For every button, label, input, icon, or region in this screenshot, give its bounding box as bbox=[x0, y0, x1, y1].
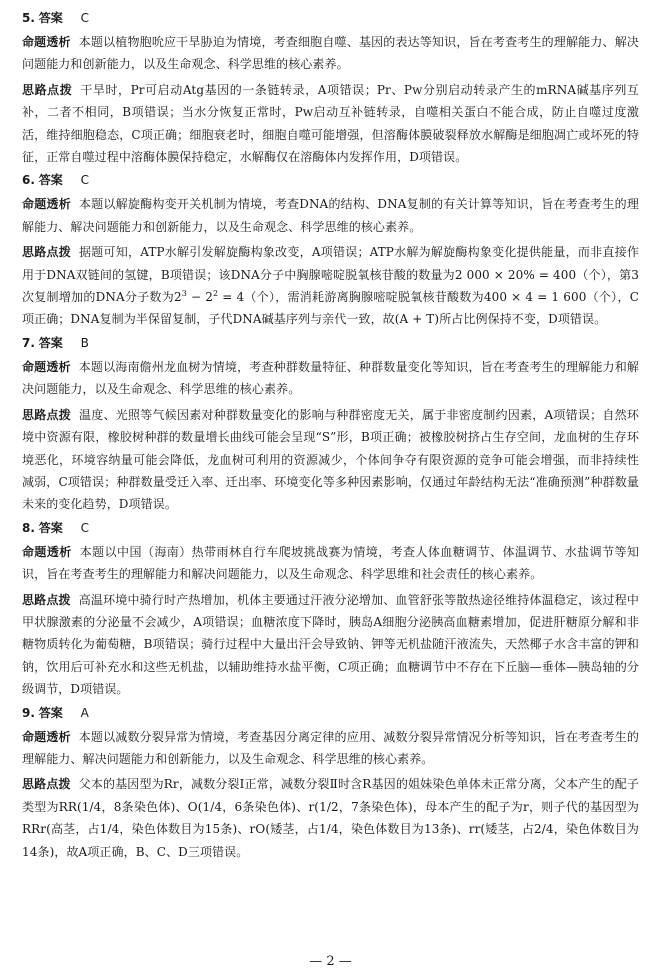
hint-text-part-c: = 4（个），需消耗游离胸腺嘧啶脱氧核苷酸数为400 × 4 = 1 600（个），C项正确；DNA复制为半保留复制，子代DNA碱基序列与亲代一致，故(A + T)所占比例保持不变，D项错误。 bbox=[22, 290, 639, 327]
question-7 bbox=[22, 333, 639, 516]
hint-text: 父本的基因型为Rr，减数分裂Ⅰ正常，减数分裂Ⅱ时含R基因的姐妹染色单体未正常分离，父本产生的配子类型为RR(1/4，8条染色体)、O(1/4，6条染色体)、r(1/2，7条染色体)，母本产生的配子为r，则子代的基因型为RRr(高茎，占1/4，染色体数目为15条)、rO(矮茎，占1/4，染色体数目为13条)、rr(矮茎，占2/4，染色体数目为14条)，故A项正确，B、C、D三项错误。 bbox=[22, 777, 639, 859]
answer-line bbox=[22, 703, 639, 723]
hint-label: 思路点拨 bbox=[22, 592, 71, 607]
answer-label: 答案 bbox=[38, 335, 63, 350]
intro-text: 本题以减数分裂异常为情境，考查基因分离定律的应用、减数分裂异常情况分析等知识，旨在考查考生的理解能力、解决问题能力和创新能力，以及生命观念、科学思维的核心素养。 bbox=[22, 729, 639, 766]
answer-line bbox=[22, 8, 639, 28]
hint-text: 高温环境中骑行时产热增加，机体主要通过汗液分泌增加、血管舒张等散热途径维持体温稳定，该过程中甲状腺激素的分泌量不会减少，A项错误；血糖浓度下降时，胰岛A细胞分泌胰高血糖素增加，促进肝糖原分解和非糖物质转化为葡萄糖，B项错误；骑行过程中大量出汗会导致钠、钾等无机盐随汗液流失，天然椰子水含丰富的钾和钠，饮用后可补充水和这些无机盐，以辅助维持水盐平衡，C项正确；血糖调节中不存在下丘脑—垂体—胰岛轴的分级调节，D项错误。 bbox=[22, 592, 639, 697]
answer-label: 答案 bbox=[38, 705, 63, 720]
question-5 bbox=[22, 8, 639, 168]
intro-text: 本题以中国（海南）热带雨林自行车爬坡挑战赛为情境，考查人体血糖调节、体温调节、水盐调节等知识，旨在考查考生的理解能力和解决问题能力，以及生命观念、科学思维和社会责任的核心素养。 bbox=[22, 544, 639, 582]
answer-value: C bbox=[80, 173, 89, 188]
intro-label: 命题透析 bbox=[22, 35, 71, 49]
intro-label: 命题透析 bbox=[22, 544, 72, 559]
question-number: 8. bbox=[22, 520, 35, 535]
question-number: 5. bbox=[22, 11, 35, 25]
answer-value: C bbox=[80, 520, 89, 535]
hint-text-part-a: 据题可知，ATP水解引发解旋酶构象改变，A项错误；ATP水解为解旋酶构象变化提供能量，而非直接作用于DNA双链间的氢键，B项错误；该DNA分子中胸腺嘧啶脱氧核苷酸的数量为2 000 × 20% = 400（个），第3次复制增加的DNA分子数为2 bbox=[22, 245, 639, 305]
intro-paragraph bbox=[22, 193, 639, 238]
intro-paragraph bbox=[22, 541, 639, 586]
hint-text: 温度、光照等气候因素对种群数量变化的影响与种群密度无关，属于非密度制约因素，A项错误；自然环境中资源有限，橡胶树种群的数量增长曲线可能会呈现“S”形，B项正确；被橡胶树挤占生存空间，龙血树的生存环境恶化，环境容纳量可能会降低，龙血树可利用的资源减少，个体间争夺有限资源的竞争可能会增强，而非持续性减弱，C项错误；种群数量受迁入率、迁出率、环境变化等多种因素影响，仅通过年龄结构无法“准确预测”种群数量未来的变化趋势，D项错误。 bbox=[22, 407, 639, 512]
hint-label: 思路点拨 bbox=[22, 407, 71, 422]
hint-paragraph bbox=[22, 404, 639, 516]
hint-text: 干旱时，Pr可启动Atg基因的一条链转录，A项错误；Pr、Pw分别启动转录产生的mRNA碱基序列互补，二者不相同，B项错误；当水分恢复正常时，Pw启动互补链转录，自噬相关蛋白不能合成，防止自噬过度激活，维持细胞稳态，C项正确；细胞衰老时，细胞自噬可能增强，但溶酶体膜破裂释放水解酶是细胞凋亡或坏死的特征，正常自噬过程中溶酶体膜保持稳定，水解酶仅在溶酶体内发挥作用，D项错误。 bbox=[22, 82, 639, 165]
hint-paragraph bbox=[22, 241, 639, 331]
exponent-2: 2 bbox=[212, 289, 219, 299]
question-number: 7. bbox=[22, 335, 35, 350]
answer-value: A bbox=[80, 705, 89, 720]
answer-line bbox=[22, 170, 639, 190]
question-8 bbox=[22, 518, 639, 701]
question-9 bbox=[22, 703, 639, 863]
hint-label: 思路点拨 bbox=[22, 82, 73, 97]
intro-text: 本题以海南儋州龙血树为情境，考查种群数量特征、种群数量变化等知识，旨在考查考生的理解能力和解决问题能力，以及生命观念、科学思维的核心素养。 bbox=[22, 359, 639, 397]
intro-label: 命题透析 bbox=[22, 197, 71, 212]
hint-label: 思路点拨 bbox=[22, 245, 72, 260]
hint-paragraph bbox=[22, 773, 639, 863]
question-number: 9. bbox=[22, 705, 35, 720]
answer-label: 答案 bbox=[38, 173, 63, 188]
answer-label: 答案 bbox=[38, 11, 63, 25]
intro-paragraph bbox=[22, 356, 639, 401]
answer-value: C bbox=[80, 11, 89, 25]
intro-paragraph bbox=[22, 31, 639, 76]
page-number: — 2 — bbox=[309, 954, 352, 969]
intro-paragraph bbox=[22, 726, 639, 771]
question-6 bbox=[22, 170, 639, 330]
intro-text: 本题以解旋酶构变开关机制为情境，考查DNA的结构、DNA复制的有关计算等知识，旨在考查考生的理解能力、解决问题能力和创新能力，以及生命观念、科学思维的核心素养。 bbox=[22, 197, 639, 234]
hint-label: 思路点拨 bbox=[22, 777, 71, 792]
answer-line bbox=[22, 518, 639, 538]
exponent-3: 3 bbox=[181, 289, 187, 299]
intro-label: 命题透析 bbox=[22, 729, 71, 744]
answer-value: B bbox=[80, 335, 89, 350]
intro-text: 本题以植物胞吮应干旱胁迫为情境，考查细胞自噬、基因的表达等知识，旨在考查考生的理解能力、解决问题能力和创新能力，以及生命观念、科学思维的核心素养。 bbox=[22, 35, 639, 72]
intro-label: 命题透析 bbox=[22, 359, 71, 374]
hint-paragraph bbox=[22, 79, 639, 169]
answer-label: 答案 bbox=[38, 520, 63, 535]
question-number: 6. bbox=[22, 173, 35, 188]
answer-line bbox=[22, 333, 639, 353]
hint-text-part-b: − 2 bbox=[186, 290, 213, 305]
hint-paragraph bbox=[22, 589, 639, 701]
